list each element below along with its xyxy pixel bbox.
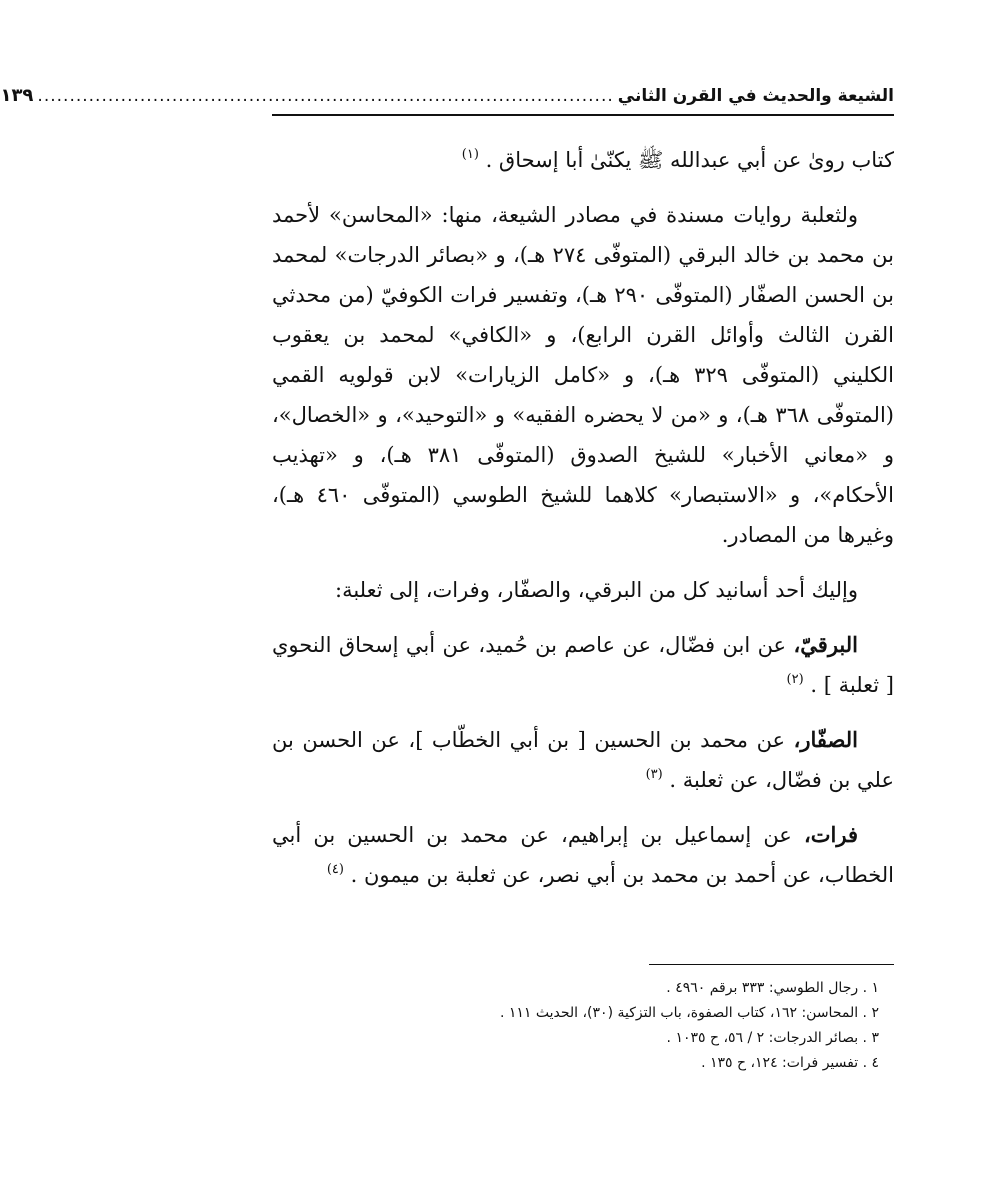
paragraph-3-text: وإليك أحد أسانيد كل من البرقي، والصفّار، وفرات، إلى ثعلبة: xyxy=(335,578,858,602)
footnote-3: ٣ . بصائر الدرجات: ٢ / ٥٦، ح ١٠٣٥ . xyxy=(666,1030,879,1046)
footnote-ref-3[interactable]: (٣) xyxy=(645,767,663,782)
paragraph-2 xyxy=(272,195,894,555)
paragraph-5-text: عن محمد بن الحسين [ بن أبي الخطّاب ]، عن الحسن بن علي بن فضّال، عن ثعلبة . xyxy=(272,728,894,792)
paragraph-1 xyxy=(272,140,894,180)
footnote-4: ٤ . تفسير فرات: ١٢٤، ح ١٣٥ . xyxy=(701,1055,879,1071)
footnote-ref-4[interactable]: (٤) xyxy=(326,862,344,877)
footnote-ref-2[interactable]: (٢) xyxy=(786,672,804,687)
paragraph-5 xyxy=(272,720,894,800)
footnote-divider xyxy=(649,964,894,965)
paragraph-5-lead: الصفّار، xyxy=(793,727,858,752)
running-header xyxy=(0,76,894,106)
paragraph-2-text: ولثعلبة روايات مسندة في مصادر الشيعة، منها: «المحاسن» لأحمد بن محمد بن خالد البرقي (المتوفّى ٢٧٤ هـ)، و «بصائر الدرجات» لمحمد بن الحسن الصفّار (المتوفّى ٢٩٠ هـ)، وتفسير فرات الكوفيّ (من محدثي القرن الثالث وأوائل القرن الرابع)، و «الكافي» لمحمد بن يعقوب الكليني (المتوفّى ٣٢٩ هـ)، و «كامل الزيارات» لابن قولويه القمي (المتوفّى ٣٦٨ هـ)، و «من لا يحضره الفقيه» و «التوحيد»، و «الخصال»، و «معاني الأخبار» للشيخ الصدوق (المتوفّى ٣٨١ هـ)، و «تهذيب الأحكام»، و «الاستبصار» كلاهما للشيخ الطوسي (المتوفّى ٤٦٠ هـ)، وغيرها من المصادر. xyxy=(272,203,895,547)
paragraph-1-text: كتاب روىٰ عن أبي عبدالله ﷺ يكنّىٰ أبا إسحاق . xyxy=(485,148,894,172)
footnotes xyxy=(272,976,879,1076)
paragraph-4 xyxy=(272,625,894,705)
footnote-ref-1[interactable]: (١) xyxy=(461,147,479,162)
paragraph-6-text: عن إسماعيل بن إبراهيم، عن محمد بن الحسين بن أبي الخطاب، عن أحمد بن محمد بن أبي نصر، عن ثعلبة بن ميمون . xyxy=(272,823,894,887)
page-number: ١٣٩ xyxy=(0,85,34,106)
leader-dots: .......................................................................................... xyxy=(37,86,614,106)
paragraph-4-text: عن ابن فضّال، عن عاصم بن حُميد، عن أبي إسحاق النحوي [ ثعلبة ] . xyxy=(272,633,894,697)
header-divider xyxy=(272,114,894,116)
main-text xyxy=(272,140,894,910)
paragraph-4-lead: البرقيّ، xyxy=(793,632,858,657)
paragraph-3 xyxy=(272,570,894,610)
footnote-2: ٢ . المحاسن: ١٦٢، كتاب الصفوة، باب التزكية (٣٠)، الحديث ١١١ . xyxy=(499,1005,879,1021)
running-title: الشيعة والحديث في القرن الثاني xyxy=(617,86,894,106)
paragraph-6 xyxy=(272,815,894,895)
paragraph-6-lead: فرات، xyxy=(803,822,858,847)
footnote-1: ١ . رجال الطوسي: ٣٣٣ برقم ٤٩٦٠ . xyxy=(666,980,879,996)
